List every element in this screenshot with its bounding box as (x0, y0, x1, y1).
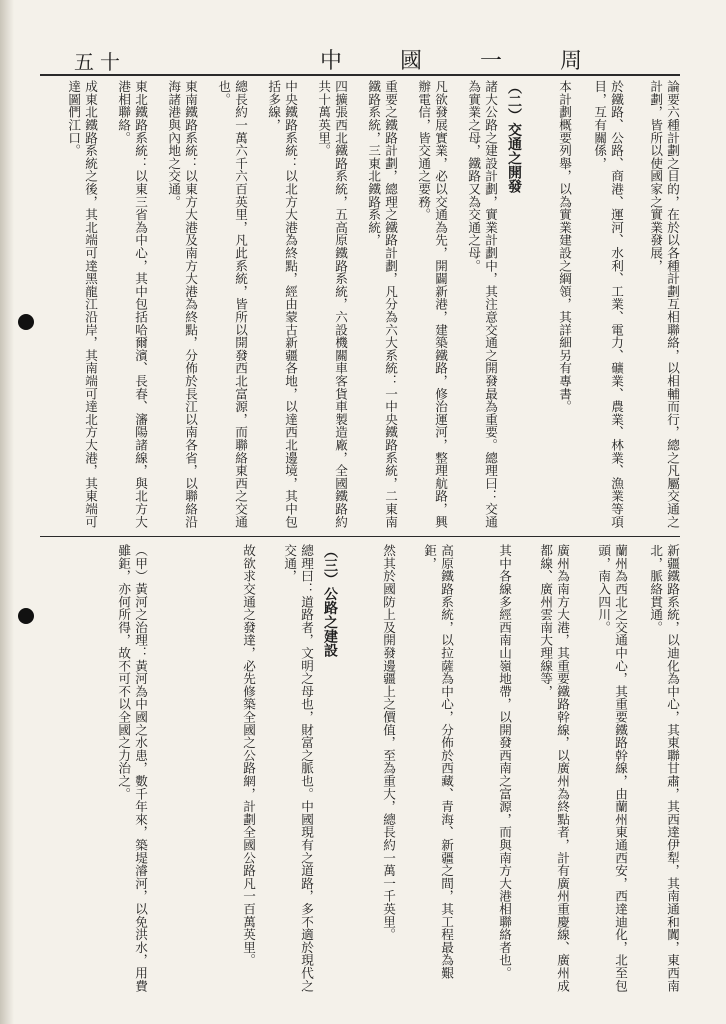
text-column: 本計劃概要列舉，以為實業建設之綱領，其詳細另有專書。 (557, 80, 572, 413)
text-column: 高原鐵路系統，以拉薩為中心，分佈於西藏、青海、新疆之間，其工程最為艱鉅， (422, 544, 454, 980)
text-column: 中央鐵路系統：以北方大港為終點，經由蒙古新疆各地，以達西北邊境，其中包括多線， (266, 80, 298, 528)
text-column: 故欲求交通之發達，必先修築全國之公路網，計劃全國公路凡一百萬英里。 (241, 544, 256, 967)
page-header (40, 44, 680, 76)
text-column: 新疆鐵路系統，以迪化為中心，其東聯甘肅，其西達伊犁，其南通和闐，東西南北，脈絡貫通。 (648, 544, 680, 992)
text-column: 於鐵路、公路、商港、運河、水利、工業、電力、礦業、農業、林業、漁業等項目，互有關係， (592, 80, 624, 528)
text-column: 東北鐵路系統：以東三省為中心，其中包括哈爾濱、長春、瀋陽諸線，與北方大港相聯絡。 (116, 80, 148, 528)
binding-shadow (0, 0, 14, 1024)
punch-hole (18, 314, 34, 330)
running-title: 中國一周 (319, 49, 640, 74)
text-column: 蘭州為西北之交通中心，其重要鐵路幹線，由蘭州東通西安，西達迪化，北至包頭，南入四川。 (596, 544, 628, 992)
text-column: （甲）黃河之治理：黃河為中國之水患，數千年來，築堤濬河，以免洪水，用費雖鉅，亦何所得，故不可不以全國之力治之。 (116, 544, 148, 992)
text-column: 重要之鐵路計劃，總理之鐵路計劃，凡分為六大系統：一中央鐵路系統，二東南鐵路系統，三東北鐵路系統， (366, 80, 398, 528)
text-column: 四擴張西北鐵路系統，五高原鐵路系統，六設機關車客貨車製造廠，全國鐵路約共十萬英里。 (316, 80, 348, 528)
punch-hole (18, 608, 34, 624)
section-heading: （三）公路之建設 (322, 544, 338, 658)
page-number: 五十 (74, 50, 126, 74)
text-column: 其中各線多經西南山嶺地帶，以開發西南之富源，而與南方大港相聯絡者也。 (497, 544, 512, 980)
section-heading: （二）交通之開發 (506, 80, 522, 194)
text-column: 總理曰：道路者，文明之母也，財富之脈也。中國現有之道路，多不適於現代之交通， (282, 544, 314, 992)
section-divider (40, 536, 680, 537)
text-column: 東南鐵路系統：以東方大港及南方大港為終點，分佈於長江以南各省，以聯絡沿海諸港與內地之交通。 (166, 80, 198, 528)
text-column: 總長約一萬六千六百英里，凡此系統，皆所以開發西北富源，而聯絡東西之交通也。 (216, 80, 248, 528)
text-column: 成東北鐵路系統之後，其北端可達黑龍江沿岸，其南端可達北方大港，其東端可達圖們江口。 (66, 80, 98, 528)
text-column: 凡欲發展實業，必以交通為先，開闢新港，建築鐵路，修治運河，整理航路，興辦電信，皆交通之要務。 (416, 80, 448, 528)
text-column: 廣州為南方大港，其重要鐵路幹線，以廣州為終點者，計有廣州重慶線、廣州成都線、廣州雲南大理線等， (538, 544, 570, 992)
text-column: 然其於國防上及開發邊疆上之價值，至為重大，總長約一萬一千英里。 (381, 544, 396, 941)
text-column: 論要六種計劃之目的，在於以各種計劃互相聯絡，以相輔而行，總之凡屬交通之計劃，皆所以使國家之實業發展， (648, 80, 680, 528)
text-column: 諸大公路之建設計劃，實業計劃中，其注意交通之開發最為重要。總理曰：交通為實業之母，鐵路又為交通之母。 (466, 80, 498, 528)
